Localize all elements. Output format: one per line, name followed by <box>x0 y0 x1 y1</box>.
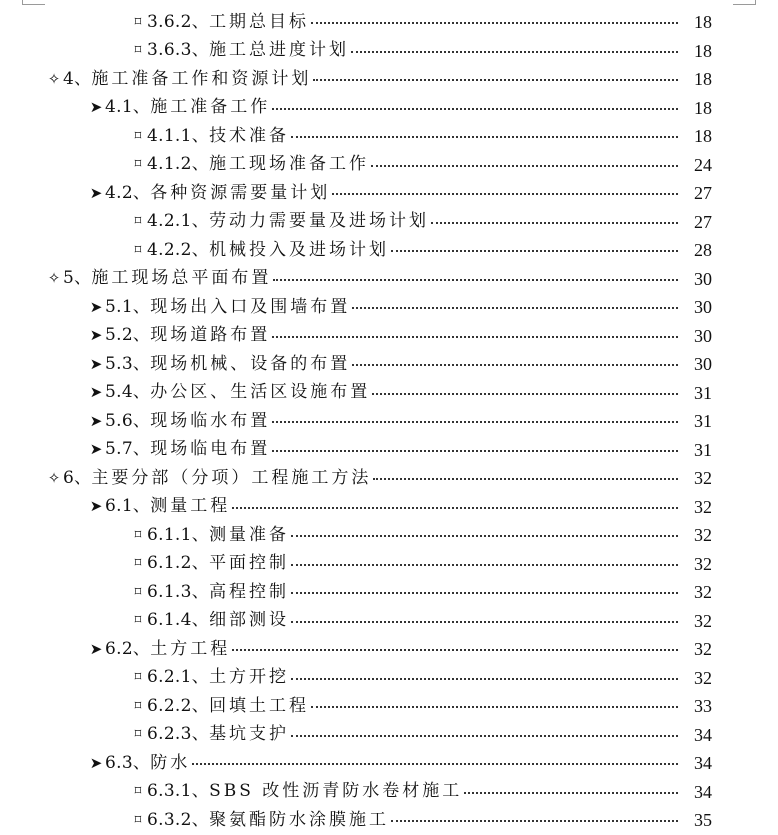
toc-entry-level-2[interactable] <box>0 350 778 379</box>
toc-page-number: 31 <box>694 439 712 460</box>
toc-entry-level-2[interactable] <box>0 179 778 208</box>
toc-entry-level-2[interactable] <box>0 379 778 408</box>
toc-page-number: 34 <box>694 724 712 745</box>
toc-entry-title: 现场临水布置 <box>150 410 271 431</box>
toc-entry-level-3[interactable] <box>0 607 778 636</box>
toc-page-number: 33 <box>694 696 712 717</box>
toc-bullet-icon: ➤ <box>89 497 103 516</box>
toc-entry-number: 6、 <box>63 467 92 488</box>
toc-dot-leader <box>291 136 678 138</box>
toc-entry-number: 4.2.1、 <box>147 211 210 232</box>
toc-page-number: 32 <box>694 553 712 574</box>
toc-dot-leader <box>391 820 678 822</box>
toc-entry-title: 现场道路布置 <box>150 325 271 346</box>
toc-bullet-icon: ➤ <box>89 326 103 345</box>
toc-entry-number: 4.2、 <box>105 182 151 203</box>
toc-entry-number: 3.6.2、 <box>147 11 210 32</box>
toc-entry-level-3[interactable] <box>0 721 778 750</box>
toc-entry-level-3[interactable] <box>0 151 778 180</box>
toc-dot-leader <box>272 450 678 452</box>
toc-entry-title: 土方工程 <box>150 638 231 659</box>
toc-bullet-icon: ⌑ <box>134 14 142 30</box>
toc-page-number: 31 <box>694 411 712 432</box>
toc-page-number: 18 <box>694 40 712 61</box>
toc-dot-leader <box>373 478 678 480</box>
toc-entry-number: 4.1.1、 <box>147 125 210 146</box>
toc-entry-title: 施工总进度计划 <box>209 40 350 61</box>
toc-entry-number: 4.2.2、 <box>147 239 210 260</box>
toc-page-number: 30 <box>694 325 712 346</box>
toc-bullet-icon: ⌑ <box>134 556 142 572</box>
toc-dot-leader <box>311 22 678 24</box>
toc-dot-leader <box>464 792 678 794</box>
toc-dot-leader <box>352 364 678 366</box>
toc-bullet-icon: ⌑ <box>134 128 142 144</box>
toc-entry-number: 5.2、 <box>105 325 151 346</box>
toc-dot-leader <box>232 507 678 509</box>
toc-entry-level-3[interactable] <box>0 208 778 237</box>
toc-entry-title: 施工现场总平面布置 <box>91 268 272 289</box>
toc-entry-level-3[interactable] <box>0 8 778 37</box>
toc-entry-number: 5.1、 <box>105 296 151 317</box>
toc-bullet-icon: ➤ <box>89 98 103 117</box>
toc-entry-level-3[interactable] <box>0 692 778 721</box>
toc-dot-leader <box>272 421 678 423</box>
toc-entry-number: 6.1.4、 <box>147 610 210 631</box>
toc-entry-title: 办公区、生活区设施布置 <box>150 382 371 403</box>
toc-page-number: 30 <box>694 297 712 318</box>
toc-entry-number: 6.2、 <box>105 638 151 659</box>
toc-page-number: 32 <box>694 468 712 489</box>
toc-entry-number: 6.1、 <box>105 496 151 517</box>
toc-bullet-icon: ⌑ <box>134 43 142 59</box>
toc-dot-leader <box>371 165 678 167</box>
toc-entry-title: 现场机械、设备的布置 <box>150 353 351 374</box>
toc-entry-number: 6.2.3、 <box>147 724 210 745</box>
toc-bullet-icon: ➤ <box>89 297 103 316</box>
toc-dot-leader <box>192 763 678 765</box>
toc-dot-leader <box>291 564 678 566</box>
toc-entry-title: 基坑支护 <box>209 724 290 745</box>
toc-page-number: 31 <box>694 382 712 403</box>
toc-bullet-icon: ✧ <box>47 69 61 88</box>
toc-entry-title: 劳动力需要量及进场计划 <box>209 211 430 232</box>
toc-entry-number: 3.6.3、 <box>147 40 210 61</box>
toc-page-number: 32 <box>694 667 712 688</box>
toc-entry-level-2[interactable] <box>0 749 778 778</box>
toc-entry-level-3[interactable] <box>0 664 778 693</box>
toc-entry-number: 4.1、 <box>105 97 151 118</box>
toc-entry-title: 施工准备工作和资源计划 <box>91 68 312 89</box>
toc-page-number: 32 <box>694 610 712 631</box>
table-of-contents <box>0 8 778 835</box>
toc-dot-leader <box>332 193 678 195</box>
toc-dot-leader <box>311 706 678 708</box>
toc-entry-level-2[interactable] <box>0 322 778 351</box>
toc-dot-leader <box>313 79 678 81</box>
toc-page-number: 35 <box>694 810 712 831</box>
toc-dot-leader <box>291 735 678 737</box>
toc-entry-title: 施工现场准备工作 <box>209 154 370 175</box>
toc-entry-title: 聚氨酯防水涂膜施工 <box>209 809 390 830</box>
toc-entry-level-2[interactable] <box>0 436 778 465</box>
toc-bullet-icon: ➤ <box>89 383 103 402</box>
toc-bullet-icon: ⌑ <box>134 698 142 714</box>
toc-bullet-icon: ✧ <box>47 269 61 288</box>
toc-entry-level-2[interactable] <box>0 493 778 522</box>
toc-page-number: 30 <box>694 268 712 289</box>
toc-bullet-icon: ➤ <box>89 411 103 430</box>
toc-entry-level-3[interactable] <box>0 550 778 579</box>
toc-bullet-icon: ⌑ <box>134 784 142 800</box>
toc-entry-title: 主要分部（分项）工程施工方法 <box>91 467 372 488</box>
toc-entry-number: 6.1.1、 <box>147 524 210 545</box>
toc-entry-level-3[interactable] <box>0 806 778 835</box>
toc-entry-title: 回填土工程 <box>209 695 310 716</box>
toc-page-number: 27 <box>694 183 712 204</box>
toc-entry-title: 高程控制 <box>209 581 290 602</box>
toc-bullet-icon: ⌑ <box>134 242 142 258</box>
toc-bullet-icon: ➤ <box>89 440 103 459</box>
toc-entry-number: 6.2.1、 <box>147 667 210 688</box>
toc-bullet-icon: ⌑ <box>134 584 142 600</box>
toc-bullet-icon: ⌑ <box>134 727 142 743</box>
toc-entry-level-2[interactable] <box>0 635 778 664</box>
toc-bullet-icon: ➤ <box>89 354 103 373</box>
toc-entry-number: 6.2.2、 <box>147 695 210 716</box>
toc-dot-leader <box>352 307 678 309</box>
page-corner-mark-right <box>733 0 756 5</box>
toc-page-number: 32 <box>694 525 712 546</box>
toc-page-number: 32 <box>694 496 712 517</box>
toc-bullet-icon: ✧ <box>47 468 61 487</box>
toc-entry-number: 4、 <box>63 68 92 89</box>
toc-dot-leader <box>272 336 678 338</box>
toc-page-number: 32 <box>694 639 712 660</box>
toc-page-number: 27 <box>694 211 712 232</box>
toc-entry-title: 现场出入口及围墙布置 <box>150 296 351 317</box>
toc-entry-title: SBS 改性沥青防水卷材施工 <box>209 781 463 802</box>
toc-entry-title: 工期总目标 <box>209 11 310 32</box>
toc-page-number: 18 <box>694 126 712 147</box>
toc-entry-title: 测量准备 <box>209 524 290 545</box>
toc-entry-level-3[interactable] <box>0 122 778 151</box>
toc-dot-leader <box>351 51 678 53</box>
toc-entry-level-2[interactable] <box>0 407 778 436</box>
toc-entry-level-2[interactable] <box>0 94 778 123</box>
toc-dot-leader <box>372 393 678 395</box>
toc-entry-level-3[interactable] <box>0 778 778 807</box>
toc-entry-number: 6.1.3、 <box>147 581 210 602</box>
toc-entry-number: 5.3、 <box>105 353 151 374</box>
toc-entry-title: 防水 <box>150 752 191 773</box>
page-corner-mark-left <box>22 0 45 5</box>
toc-page-number: 34 <box>694 781 712 802</box>
toc-entry-level-3[interactable] <box>0 578 778 607</box>
toc-entry-number: 6.3.1、 <box>147 781 210 802</box>
toc-bullet-icon: ⌑ <box>134 527 142 543</box>
toc-entry-title: 测量工程 <box>150 496 231 517</box>
toc-bullet-icon: ⌑ <box>134 157 142 173</box>
toc-bullet-icon: ⌑ <box>134 613 142 629</box>
toc-entry-level-1[interactable] <box>0 65 778 94</box>
toc-entry-number: 5、 <box>63 268 92 289</box>
toc-entry-title: 技术准备 <box>209 125 290 146</box>
toc-entry-level-3[interactable] <box>0 521 778 550</box>
toc-page-number: 18 <box>694 97 712 118</box>
toc-entry-title: 平面控制 <box>209 553 290 574</box>
toc-bullet-icon: ⌑ <box>134 214 142 230</box>
toc-entry-level-3[interactable] <box>0 37 778 66</box>
toc-dot-leader <box>291 535 678 537</box>
toc-dot-leader <box>431 222 678 224</box>
toc-entry-number: 6.3.2、 <box>147 809 210 830</box>
toc-entry-level-2[interactable] <box>0 293 778 322</box>
toc-entry-title: 现场临电布置 <box>150 439 271 460</box>
toc-entry-level-1[interactable] <box>0 265 778 294</box>
toc-bullet-icon: ➤ <box>89 639 103 658</box>
toc-page-number: 24 <box>694 154 712 175</box>
toc-dot-leader <box>291 621 678 623</box>
toc-dot-leader <box>272 108 678 110</box>
toc-entry-title: 施工准备工作 <box>150 97 271 118</box>
toc-entry-number: 5.7、 <box>105 439 151 460</box>
toc-entry-number: 6.1.2、 <box>147 553 210 574</box>
toc-entry-title: 各种资源需要量计划 <box>150 182 331 203</box>
toc-dot-leader <box>291 678 678 680</box>
toc-dot-leader <box>391 250 678 252</box>
toc-entry-number: 6.3、 <box>105 752 151 773</box>
toc-entry-title: 细部测设 <box>209 610 290 631</box>
toc-bullet-icon: ⌑ <box>134 812 142 828</box>
toc-page-number: 32 <box>694 582 712 603</box>
toc-entry-level-3[interactable] <box>0 236 778 265</box>
toc-dot-leader <box>291 592 678 594</box>
toc-entry-number: 5.4、 <box>105 382 151 403</box>
toc-page-number: 30 <box>694 354 712 375</box>
toc-bullet-icon: ⌑ <box>134 670 142 686</box>
toc-entry-number: 5.6、 <box>105 410 151 431</box>
toc-entry-number: 4.1.2、 <box>147 154 210 175</box>
toc-page-number: 28 <box>694 240 712 261</box>
toc-entry-title: 机械投入及进场计划 <box>209 239 390 260</box>
toc-entry-title: 土方开挖 <box>209 667 290 688</box>
toc-bullet-icon: ➤ <box>89 753 103 772</box>
toc-page-number: 18 <box>694 12 712 33</box>
toc-bullet-icon: ➤ <box>89 183 103 202</box>
toc-entry-level-1[interactable] <box>0 464 778 493</box>
toc-dot-leader <box>273 279 678 281</box>
toc-page-number: 34 <box>694 753 712 774</box>
toc-dot-leader <box>232 649 678 651</box>
toc-page-number: 18 <box>694 69 712 90</box>
